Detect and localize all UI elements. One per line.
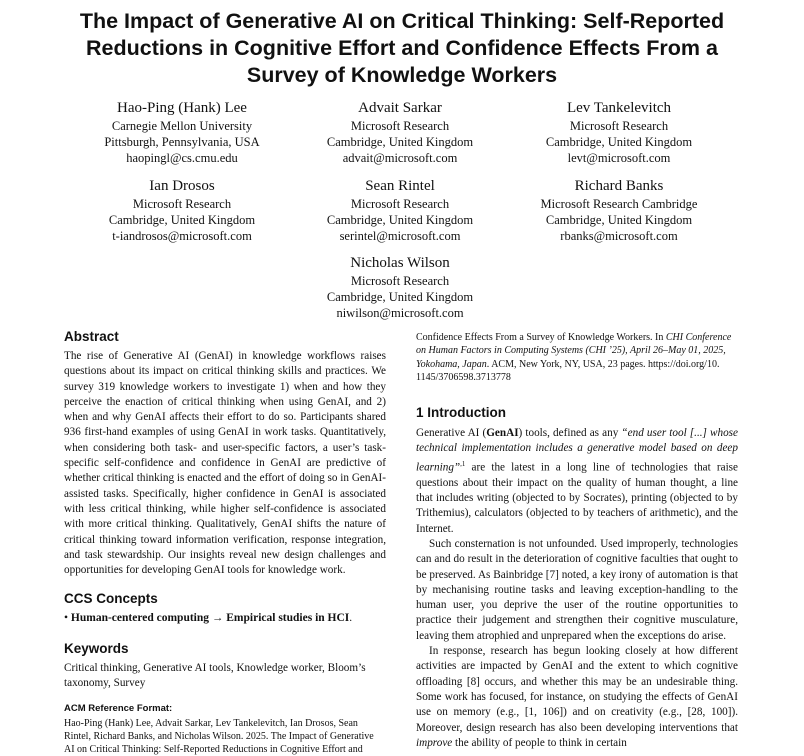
ccs-concept: Human-centered computing xyxy=(70,612,210,625)
author-email[interactable]: niwilson@microsoft.com xyxy=(336,306,464,320)
author-location: Cambridge, United Kingdom xyxy=(326,290,474,304)
author-affiliation: Microsoft Research xyxy=(569,119,669,133)
author-block xyxy=(280,254,520,321)
acm-reference-text: . ACM, New York, NY, USA, 23 pages. https://doi.org/10. xyxy=(486,358,720,370)
author-location: Cambridge, United Kingdom xyxy=(326,213,474,227)
title-line: The Impact of Generative AI on Critical Thinking: Self-Reported xyxy=(79,9,725,33)
introduction-heading: 1 Introduction xyxy=(416,405,506,421)
keywords-heading: Keywords xyxy=(64,640,129,656)
ccs-bullet: • xyxy=(64,612,69,625)
author-name: Ian Drosos xyxy=(149,178,215,194)
author-location: Cambridge, United Kingdom xyxy=(108,213,256,227)
acm-reference-heading: ACM Reference Format: xyxy=(64,703,173,715)
author-affiliation: Carnegie Mellon University xyxy=(111,119,253,133)
author-block xyxy=(280,99,520,166)
doi-link[interactable]: 1145/3706598.3713778 xyxy=(416,371,511,383)
author-block xyxy=(280,177,520,244)
author-name: Richard Banks xyxy=(574,178,664,194)
left-column xyxy=(64,328,386,756)
author-location: Cambridge, United Kingdom xyxy=(326,135,474,149)
text-run: improve xyxy=(416,736,453,749)
text-run: ) tools, defined as any xyxy=(518,427,622,440)
text-run: “end user tool [...] whose technical implementation includes a generative model based on deep learning” xyxy=(416,427,738,474)
text-run: In response, research has begun looking closely at how different activities are impacted by GenAI and the extent to which cognitive offloading [8] occurs, and whether this may be an undesirable thing. Some work has focused, for instance, on studying the effects of GenAI use on memory (e.g., [1, 106]) and on creativity (e.g., [28, 100]). Moreover, design research has also been developing interventions that xyxy=(416,645,738,734)
ccs-end: . xyxy=(349,612,353,625)
author-location: Cambridge, United Kingdom xyxy=(545,135,693,149)
keywords-text: Critical thinking, Generative AI tools, Knowledge worker, Bloom’s taxonomy, Survey xyxy=(64,661,366,690)
author-block xyxy=(499,177,739,244)
text-run: are the latest in a long line of technologies that raise questions about their impact on the quality of human thought, a line that includes writing (objected to by Socrates), printing (objected to by Trithemius), calculators (objected to by teachers of arithmetic), and the Internet. xyxy=(416,461,738,535)
author-affiliation: Microsoft Research xyxy=(350,274,450,288)
ccs-heading: CCS Concepts xyxy=(64,591,158,607)
acm-venue: Yokohama, Japan xyxy=(416,358,487,370)
acm-reference-line: Hao-Ping (Hank) Lee, Advait Sarkar, Lev Tankelevitch, Ian Drosos, Sean xyxy=(64,717,358,729)
ccs-concepts xyxy=(64,611,386,626)
text-run: GenAI xyxy=(486,427,519,440)
author-affiliation: Microsoft Research xyxy=(350,119,450,133)
intro-paragraph: Such consternation is not unfounded. Used improperly, technologies can and do result in the deterioration of cognitive faculties that ought to be preserved. As Bainbridge [7] noted, a key irony of automation is that by mechanising routine tasks and leaving exception-handling to the human user, you deprive the user of the routine opportunities to practice their judgement and strengthen their cognitive musculature, leaving them atrophied and unprepared when the exceptions do arise. xyxy=(416,538,738,642)
acm-reference-body xyxy=(64,717,386,756)
author-name: Sean Rintel xyxy=(365,178,435,194)
acm-reference-text: Confidence Effects From a Survey of Knowledge Workers. In xyxy=(416,332,666,343)
author-email[interactable]: t-iandrosos@microsoft.com xyxy=(112,229,252,243)
author-location: Pittsburgh, Pennsylvania, USA xyxy=(104,135,260,149)
acm-reference-line: AI on Critical Thinking: Self-Reported Reductions in Cognitive Effort and xyxy=(64,743,363,755)
acm-venue: on Human Factors in Computing Systems (CHI ’25), April 26–May 01, 2025, xyxy=(416,345,726,357)
author-block xyxy=(62,99,302,166)
author-block xyxy=(499,99,739,166)
author-name: Hao-Ping (Hank) Lee xyxy=(117,100,247,116)
author-email[interactable]: haopingl@cs.cmu.edu xyxy=(126,151,238,165)
intro-paragraph xyxy=(416,426,738,537)
acm-venue: CHI Conference xyxy=(665,332,732,343)
author-name: Advait Sarkar xyxy=(358,100,442,116)
ccs-arrow: → xyxy=(211,612,224,625)
paper-title xyxy=(30,8,774,89)
footnote-marker[interactable]: ,1 xyxy=(460,459,466,468)
abstract-text: The rise of Generative AI (GenAI) in knowledge workflows raises questions about its impact on critical thinking skills and practices. We survey 319 knowledge workers to investigate 1) when and how they perceive the enaction of critical thinking when using GenAI, and 2) when and why GenAI affects their effort to do so. Participants shared 936 first-hand examples of using GenAI in work tasks. Quantitatively, when considering both task- and user-specific factors, a user’s task-specific self-confidence and confidence in GenAI are predictive of whether critical thinking is enacted and the effort of doing so in GenAI-assisted tasks. Specifically, higher confidence in GenAI is associated with less critical thinking, while higher self-confidence is associated with more critical thinking. Qualitatively, GenAI shifts the nature of critical thinking toward information verification, response integration, and task stewardship. Our insights reveal new design challenges and opportunities for developing GenAI tools for knowledge work. xyxy=(64,350,386,577)
author-email[interactable]: levt@microsoft.com xyxy=(567,151,671,165)
author-affiliation: Microsoft Research Cambridge xyxy=(540,197,698,211)
text-run: Generative AI ( xyxy=(416,427,487,440)
title-line: Reductions in Cognitive Effort and Confidence Effects From a xyxy=(86,36,718,60)
author-name: Nicholas Wilson xyxy=(350,255,450,271)
ccs-subconcept: Empirical studies in HCI xyxy=(226,612,350,625)
title-line: Survey of Knowledge Workers xyxy=(246,63,558,87)
intro-paragraph xyxy=(416,644,738,751)
right-column xyxy=(416,331,738,751)
author-affiliation: Microsoft Research xyxy=(132,197,232,211)
author-email[interactable]: rbanks@microsoft.com xyxy=(560,229,678,243)
author-location: Cambridge, United Kingdom xyxy=(545,213,693,227)
acm-reference-continued xyxy=(416,331,738,384)
author-email[interactable]: advait@microsoft.com xyxy=(342,151,458,165)
text-run: the ability of people to think in certain xyxy=(452,736,627,749)
author-email[interactable]: serintel@microsoft.com xyxy=(339,229,461,243)
acm-reference xyxy=(64,701,386,755)
author-affiliation: Microsoft Research xyxy=(350,197,450,211)
author-name: Lev Tankelevitch xyxy=(566,100,672,116)
abstract-heading: Abstract xyxy=(64,329,119,344)
author-block xyxy=(62,177,302,244)
acm-reference-line: Rintel, Richard Banks, and Nicholas Wilson. 2025. The Impact of Generative xyxy=(64,730,374,742)
